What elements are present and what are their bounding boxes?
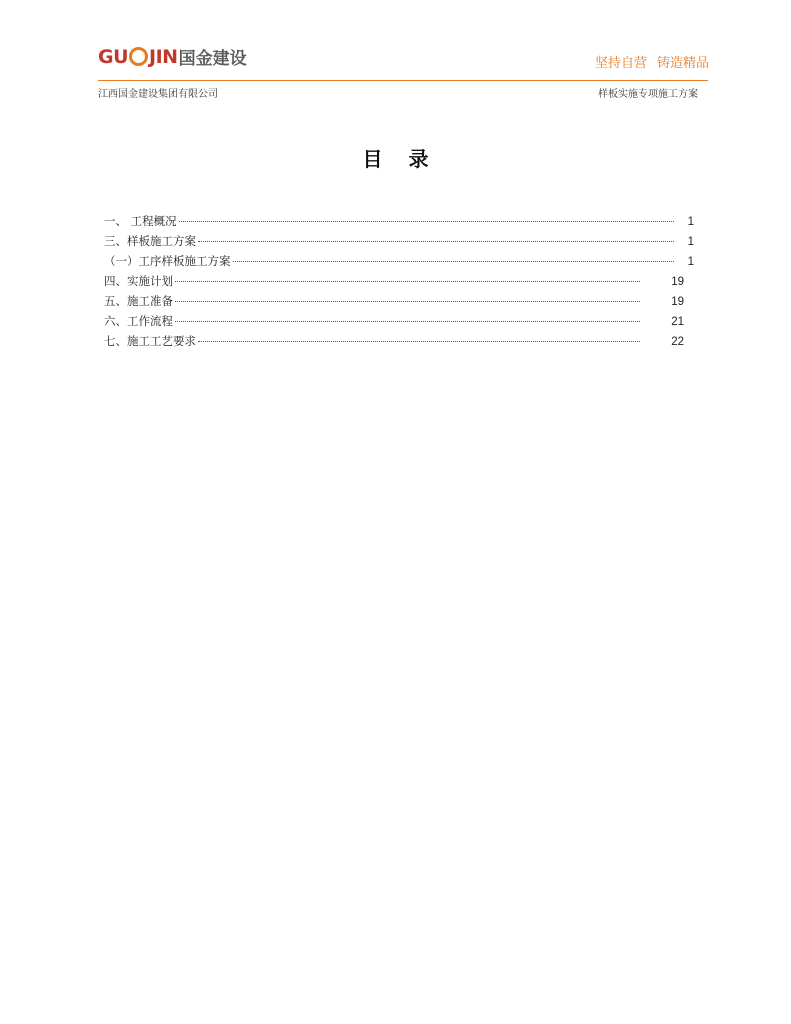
toc-entry[interactable] [104,273,694,293]
toc-entry-label: 五、施工准备 [104,294,173,308]
toc-entry-page: 1 [687,216,694,228]
table-of-contents [104,213,694,353]
toc-leader-dots [198,341,640,342]
logo-text-latin-2: JIN [149,45,178,68]
toc-entry-page: 1 [687,256,694,268]
logo-text-chinese: 国金建设 [178,49,247,69]
company-name: 江西国金建设集团有限公司 [98,89,218,100]
toc-entry[interactable] [104,213,694,233]
toc-entry-label: 三、样板施工方案 [104,234,196,248]
toc-leader-dots [175,321,640,322]
header-divider [98,80,708,81]
toc-entry-page: 19 [671,296,684,308]
company-logo [98,44,247,69]
logo-ring-icon [129,47,148,66]
toc-entry-page: 21 [671,316,684,328]
slogan-part-2: 铸造精品 [656,56,709,71]
document-title: 样板实施专项施工方案 [598,89,698,100]
toc-leader-dots [233,261,675,262]
toc-leader-dots [175,301,640,302]
toc-entry[interactable] [104,293,694,313]
toc-entry-label: 六、工作流程 [104,314,173,328]
toc-entry-label: 七、施工工艺要求 [104,334,196,348]
toc-entry-label: 四、实施计划 [104,274,173,288]
toc-entry[interactable] [104,333,694,353]
toc-entry[interactable] [104,233,694,253]
toc-leader-dots [175,281,640,282]
slogan [595,52,709,71]
logo-text-latin-1: GU [98,45,129,68]
toc-entry-page: 1 [687,236,694,248]
toc-leader-dots [179,221,674,222]
toc-entry-label: （一）工序样板施工方案 [104,254,231,268]
toc-entry-page: 22 [671,336,684,348]
toc-heading: 目录 [362,147,455,171]
toc-entry[interactable] [104,253,694,273]
toc-entry[interactable] [104,313,694,333]
slogan-part-1: 坚持自营 [594,56,647,71]
page-header [0,0,791,100]
toc-leader-dots [198,241,674,242]
toc-entry-page: 19 [671,276,684,288]
toc-entry-label: 一、 工程概况 [104,214,177,228]
